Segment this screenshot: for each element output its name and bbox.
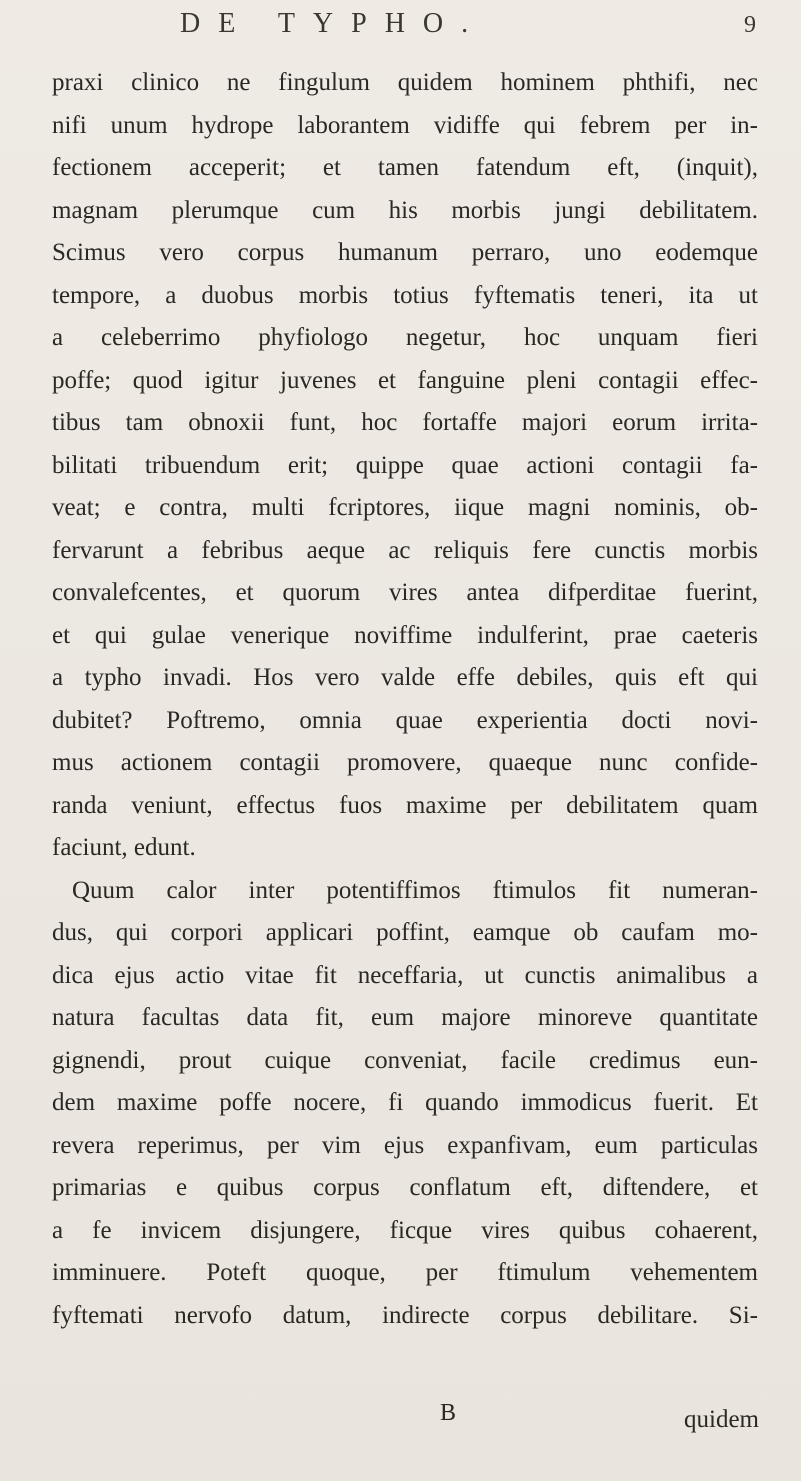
page-footer <box>0 1400 801 1440</box>
text-line: nifi unum hydrope laborantem vidiffe qui febrem per in- <box>52 111 758 139</box>
text-line: primarias e quibus corpus conflatum eft, diftendere, et <box>52 1174 758 1201</box>
text-line: imminuere. Poteft quoque, per ftimulum vehementem <box>52 1259 758 1286</box>
text-line: magnam plerumque cum his morbis jungi debilitatem. <box>52 196 758 224</box>
text-line: revera reperimus, per vim ejus expanfivam, eum particulas <box>52 1131 758 1159</box>
catchword: quidem <box>684 1406 759 1433</box>
text-line: Scimus vero corpus humanum perraro, uno eodemque <box>52 239 758 266</box>
page-header <box>0 8 801 48</box>
text-line: randa veniunt, effectus fuos maxime per debilitatem quam <box>52 791 758 819</box>
text-line: natura facultas data fit, eum majore minoreve quantitate <box>52 1004 758 1031</box>
text-line: bilitati tribuendum erit; quippe quae actioni contagii fa- <box>52 451 758 479</box>
text-line: tibus tam obnoxii funt, hoc fortaffe majori eorum irrita- <box>52 409 758 436</box>
paragraph-start-line: Quum calor inter potentiffimos ftimulos fit numeran- <box>72 876 758 904</box>
signature-mark: B <box>440 1400 457 1426</box>
text-line: convalefcentes, et quorum vires antea difperditae fuerint, <box>52 579 758 606</box>
text-line: dubitet? Poftremo, omnia quae experientia docti novi- <box>52 706 758 734</box>
text-line: gignendi, prout cuique conveniat, facile credimus eun- <box>52 1046 758 1074</box>
body-text <box>52 62 758 1337</box>
text-line: fyftemati nervofo datum, indirecte corpus debilitare. Si- <box>52 1301 758 1329</box>
paragraph-end-line: faciunt, edunt. <box>52 834 196 861</box>
text-line: mus actionem contagii promovere, quaeque nunc confide- <box>52 749 758 776</box>
text-line: dem maxime poffe nocere, fi quando immodicus fuerit. Et <box>52 1089 758 1116</box>
text-line: dus, qui corpori applicari poffint, eamque ob caufam mo- <box>52 919 758 946</box>
text-line: tempore, a duobus morbis totius fyftematis teneri, ita ut <box>52 281 758 309</box>
page-number: 9 <box>744 12 756 38</box>
text-line: fervarunt a febribus aeque ac reliquis fere cunctis morbis <box>52 536 758 564</box>
text-line: dica ejus actio vitae fit neceffaria, ut cunctis animalibus a <box>52 961 758 989</box>
text-line: praxi clinico ne fingulum quidem hominem phthifi, nec <box>52 69 758 96</box>
text-line: poffe; quod igitur juvenes et fanguine pleni contagii effec- <box>52 366 758 394</box>
text-line: et qui gulae venerique noviffime indulferint, prae caeteris <box>52 621 758 649</box>
running-head: DE TYPHO. <box>180 8 487 39</box>
text-line: a typho invadi. Hos vero valde effe debiles, quis eft qui <box>52 664 758 691</box>
text-line: fectionem acceperit; et tamen fatendum eft, (inquit), <box>52 154 758 181</box>
text-line: a fe invicem disjungere, ficque vires quibus cohaerent, <box>52 1216 758 1244</box>
text-line: a celeberrimo phyfiologo negetur, hoc unquam fieri <box>52 324 758 351</box>
text-line: veat; e contra, multi fcriptores, iique magni nominis, ob- <box>52 494 758 521</box>
